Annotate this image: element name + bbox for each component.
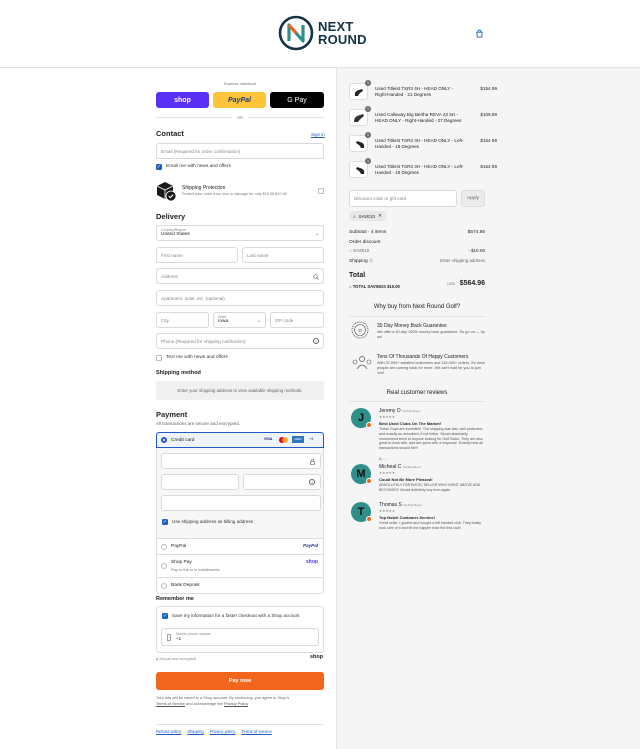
review-title: Top Notch Customer Service! bbox=[379, 515, 435, 520]
privacy-policy-link[interactable]: Privacy policy bbox=[209, 729, 236, 734]
apply-discount-button[interactable]: Apply bbox=[461, 190, 485, 207]
product-price: $154.99 bbox=[480, 86, 497, 91]
credit-card-radio[interactable] bbox=[161, 437, 167, 443]
shop-pay-option[interactable] bbox=[156, 555, 324, 578]
paypal-express-button[interactable]: PayPal bbox=[213, 92, 266, 108]
shipping-protection-desc: Protect your order from loss or damage for only $10.96 $10.96 bbox=[182, 192, 287, 196]
review-title: Could Not Be More Pleased! bbox=[379, 477, 433, 482]
club-head-icon bbox=[350, 84, 369, 101]
info-icon: ⓘ bbox=[369, 258, 374, 263]
chevron-down-icon: ⌄ bbox=[314, 231, 319, 237]
pay-now-button[interactable]: Pay now bbox=[156, 672, 324, 690]
sign-in-link[interactable]: Sign in bbox=[311, 132, 325, 137]
footer-links bbox=[156, 729, 272, 734]
reviewer-name bbox=[379, 408, 421, 414]
club-head-icon bbox=[350, 110, 369, 127]
discount-code-line bbox=[349, 248, 369, 253]
discount-tag bbox=[349, 211, 386, 221]
country-label: Country/Region bbox=[161, 228, 186, 232]
footer-divider bbox=[156, 724, 324, 725]
product-image bbox=[349, 109, 368, 126]
shop-pay-express-button[interactable]: shop bbox=[156, 92, 209, 108]
security-code-input[interactable] bbox=[243, 474, 321, 490]
apartment-input[interactable]: Apartment, suite, etc. (optional) bbox=[156, 290, 324, 306]
why-item-desc: We offer a 30-day 100% money back guarantee. So go on — try us! bbox=[377, 330, 485, 339]
verified-label: Verified Buyer bbox=[403, 503, 422, 507]
brand-line2: ROUND bbox=[318, 32, 367, 47]
verified-badge-icon bbox=[366, 422, 372, 428]
tag-icon: ⌂ bbox=[349, 248, 353, 253]
verified-label: Verified Buyer bbox=[402, 409, 421, 413]
shop-consent-text bbox=[156, 695, 324, 707]
product-image bbox=[349, 135, 368, 152]
shipping-text: Shipping bbox=[349, 259, 368, 264]
review-text: Great seller. I goofed and bought a left handed club. They totally took care of it and let me happier than the first club! bbox=[379, 521, 482, 530]
why-item-desc: With 37,000+ satisfied customers and 110,000+ orders, it's clear people are coming back for more. We can't wait for you to join 'em! bbox=[377, 361, 485, 375]
total-amount: $564.96 bbox=[459, 280, 485, 287]
shop-privacy-link[interactable]: Privacy Policy bbox=[223, 701, 248, 706]
shop-pay-logo: shop bbox=[306, 559, 318, 565]
next-round-logo-icon bbox=[278, 14, 314, 52]
credit-card-label: Credit card bbox=[171, 438, 195, 443]
product-price: $154.99 bbox=[480, 138, 497, 143]
reviewer-avatar: T bbox=[351, 502, 371, 522]
state-select[interactable] bbox=[213, 312, 266, 328]
consent-and: and acknowledge the bbox=[186, 701, 223, 706]
reviewer-name bbox=[379, 464, 421, 470]
billing-same-checkbox[interactable]: ✓ bbox=[162, 519, 168, 525]
consent-end: . bbox=[247, 701, 249, 706]
quantity-badge: 1 bbox=[366, 80, 370, 85]
order-summary bbox=[336, 68, 640, 749]
state-label: State bbox=[218, 315, 227, 319]
why-divider bbox=[349, 316, 485, 317]
subtotal-label: Subtotal · 4 items bbox=[349, 230, 387, 235]
product-name: Used Titleist TSR3 4H - HEAD ONLY - Right-Handed - 21 Degrees bbox=[375, 86, 454, 97]
shopping-bag-icon[interactable] bbox=[475, 29, 484, 38]
reviews-divider bbox=[349, 401, 485, 402]
reviewer-name-text: Jeremy O bbox=[379, 408, 401, 414]
brand-logo[interactable] bbox=[278, 14, 367, 52]
quantity-badge: 1 bbox=[366, 158, 370, 163]
product-image bbox=[349, 83, 368, 100]
product-name: Used Callaway Big Bertha REVA 23 5H - HEAD ONLY - Right-Handed - 27 Degrees bbox=[375, 112, 462, 123]
bank-deposit-option[interactable] bbox=[156, 578, 324, 594]
phone-input[interactable] bbox=[156, 333, 324, 349]
address-input[interactable] bbox=[156, 268, 324, 284]
verified-label: Verified Buyer bbox=[402, 465, 422, 469]
discount-input[interactable]: Discount code or gift card bbox=[349, 190, 457, 207]
divider-right bbox=[248, 117, 324, 118]
more-cards-badge: +4 bbox=[309, 437, 314, 441]
lock-icon bbox=[310, 459, 315, 465]
money-back-badge-icon bbox=[351, 321, 369, 339]
payment-heading: Payment bbox=[156, 410, 188, 419]
shipping-protection-title: Shipping Protection bbox=[182, 185, 226, 191]
shop-terms-link[interactable]: Terms of Service bbox=[156, 701, 185, 706]
remove-discount-icon[interactable]: ✕ bbox=[377, 213, 382, 218]
expiration-input[interactable] bbox=[161, 474, 239, 490]
product-name: Used Titleist TSR3 3H - HEAD ONLY - Left-Handed - 19 Degrees bbox=[375, 138, 464, 149]
tag-icon: ⌂ bbox=[353, 213, 356, 219]
address-placeholder: Address bbox=[161, 273, 178, 279]
review-stars: ★★★★★ bbox=[379, 509, 396, 513]
save-info-checkbox[interactable]: ✓ bbox=[162, 613, 168, 619]
club-head-icon bbox=[350, 162, 369, 179]
phone-placeholder: Phone (Required for shipping notification) bbox=[161, 338, 246, 344]
happy-customers-icon bbox=[351, 354, 373, 372]
save-info-label: Save my information for a faster checkout with a Shop account bbox=[172, 613, 300, 618]
review-stars: ★★★★★ bbox=[379, 471, 396, 475]
review-more: A...... bbox=[379, 457, 388, 461]
google-pay-express-button[interactable]: G Pay bbox=[270, 92, 324, 108]
total-label: Total bbox=[349, 272, 366, 279]
product-price: $109.99 bbox=[480, 112, 497, 117]
remember-me-heading: Remember me bbox=[156, 596, 194, 602]
visa-icon: VISA bbox=[264, 437, 273, 441]
paypal-radio[interactable] bbox=[161, 544, 167, 550]
divider-left bbox=[156, 117, 232, 118]
contact-heading: Contact bbox=[156, 129, 184, 138]
summary-code: SAVE10 bbox=[352, 248, 370, 253]
email-input[interactable]: Email (Required for order confirmation) bbox=[156, 143, 324, 159]
secure-text: Secure and encrypted bbox=[159, 657, 197, 661]
total-value bbox=[445, 272, 485, 290]
city-input[interactable]: City bbox=[156, 312, 209, 328]
shipping-method-notice: Enter your shipping address to view available shipping methods. bbox=[156, 381, 324, 400]
name-on-card-input[interactable] bbox=[161, 495, 321, 511]
reviewer-avatar: M bbox=[351, 464, 371, 484]
country-select[interactable] bbox=[156, 225, 324, 241]
shipping-method-heading: Shipping method bbox=[156, 370, 201, 376]
review-title: Best Used Clubs On The Market! bbox=[379, 421, 442, 426]
mobile-icon bbox=[167, 634, 171, 641]
first-name-input[interactable]: First name bbox=[156, 247, 238, 263]
shipping-value: Enter shipping address bbox=[440, 258, 485, 263]
consent-text: Your info will be saved to a Shop account. By continuing, you agree to Shop's bbox=[156, 695, 290, 700]
zip-input[interactable]: ZIP code bbox=[270, 312, 324, 328]
site-header bbox=[0, 0, 640, 68]
mastercard-icon bbox=[279, 437, 288, 443]
last-name-input[interactable]: Last name bbox=[242, 247, 324, 263]
reviewer-name bbox=[379, 502, 422, 508]
card-details-panel bbox=[156, 448, 324, 539]
shop-pay-radio[interactable] bbox=[161, 563, 167, 569]
text-me-label: Text me with news and offers bbox=[166, 355, 228, 360]
paypal-label: PayPal bbox=[171, 544, 187, 549]
reviewer-avatar: J bbox=[351, 408, 371, 428]
bank-deposit-radio[interactable] bbox=[161, 583, 167, 589]
shop-pay-sub: Pay in full or in installments bbox=[171, 567, 220, 572]
shop-logo: shop bbox=[310, 654, 324, 660]
delivery-heading: Delivery bbox=[156, 212, 186, 221]
brand-name bbox=[318, 20, 367, 46]
shipping-protection-checkbox[interactable] bbox=[318, 188, 324, 194]
shipping-label bbox=[349, 258, 373, 264]
help-icon[interactable]: ? bbox=[314, 339, 318, 344]
mobile-label: Mobile phone number bbox=[176, 632, 211, 636]
order-discount-label: Order discount bbox=[349, 240, 381, 245]
product-price: $154.99 bbox=[480, 164, 497, 169]
reviewer-name-text: Micheal C bbox=[379, 464, 402, 470]
terms-of-service-link[interactable]: Terms of service bbox=[241, 729, 272, 734]
verified-badge-icon bbox=[366, 478, 372, 484]
subtotal-value: $574.96 bbox=[467, 230, 485, 235]
paypal-logo: PayPal bbox=[303, 543, 319, 548]
or-divider: OR bbox=[237, 115, 243, 120]
refund-policy-link[interactable]: Refund policy bbox=[156, 729, 182, 734]
lock-icon: 🔒︎ bbox=[156, 657, 159, 661]
card-number-input[interactable] bbox=[161, 453, 321, 469]
remember-me-box bbox=[156, 606, 324, 653]
savings-label: TOTAL SAVINGS bbox=[352, 284, 386, 289]
review-text: These Guys are incredible. The shipping was fast, well protected, and exactly as described, if not better. Would absolutely recommend them to anyone looking for Golf Clubs. They are also great to work with, and are quick with a response. Exactly how all transactions should be!!! bbox=[379, 427, 483, 451]
discount-amount: - $10.00 bbox=[468, 248, 485, 253]
review-text: ABSOLUTELY FANTASTIC SELLER WHO WENT ABOVE AND BEYOND!!!!! Would definitely buy from again bbox=[379, 483, 481, 492]
secure-note bbox=[156, 657, 196, 661]
news-checkbox[interactable]: ✓ bbox=[156, 164, 162, 170]
discount-code: SAVE10 bbox=[358, 213, 375, 219]
tag-icon: ⌂ bbox=[349, 284, 353, 289]
review-stars: ★★★★★ bbox=[379, 415, 396, 419]
brand-line1: NEXT bbox=[318, 19, 354, 34]
text-me-checkbox[interactable] bbox=[156, 355, 162, 361]
checkout-form bbox=[0, 68, 336, 749]
svg-text:30: 30 bbox=[357, 327, 363, 333]
shipping-link[interactable]: Shipping bbox=[187, 729, 204, 734]
quantity-badge: 1 bbox=[366, 132, 370, 137]
why-buy-title: Why buy from Next Round Golf? bbox=[373, 304, 461, 310]
bank-deposit-label: Bank Deposit bbox=[171, 583, 200, 588]
billing-same-label: Use shipping address as billing address bbox=[172, 519, 253, 524]
credit-card-option[interactable] bbox=[156, 432, 324, 448]
mobile-phone-input[interactable] bbox=[161, 628, 319, 646]
mobile-value: +1 bbox=[176, 636, 182, 641]
total-savings bbox=[349, 284, 400, 289]
paypal-option[interactable] bbox=[156, 539, 324, 555]
express-checkout-label: Express checkout bbox=[224, 81, 256, 86]
currency-code: USD bbox=[447, 282, 456, 286]
why-item-title: 30 Day Money Back Guarantee bbox=[377, 323, 447, 329]
state-value: Iowa bbox=[218, 319, 229, 324]
amex-icon: AMEX bbox=[292, 436, 304, 443]
why-item-title: Tens Of Thousands Of Happy Customers bbox=[377, 354, 469, 360]
package-protection-icon bbox=[155, 180, 177, 202]
product-image bbox=[349, 161, 368, 178]
shop-pay-label: Shop Pay bbox=[171, 560, 192, 565]
product-name: Used Titleist TSR3 3H - HEAD ONLY - Left-Handed - 19 Degrees bbox=[375, 164, 464, 175]
chevron-down-icon: ⌄ bbox=[256, 318, 261, 324]
reviews-title: Real customer reviews bbox=[386, 390, 448, 396]
club-head-icon bbox=[350, 136, 369, 153]
news-label: Email me with news and offers bbox=[166, 164, 231, 169]
country-value: United States bbox=[161, 232, 190, 237]
reviewer-name-text: Thomas S bbox=[379, 502, 402, 508]
quantity-badge: 1 bbox=[366, 106, 370, 111]
savings-value: $10.00 bbox=[387, 284, 400, 289]
payment-subtitle: All transactions are secure and encrypted. bbox=[156, 421, 241, 426]
help-icon[interactable]: ? bbox=[310, 480, 314, 485]
verified-badge-icon bbox=[366, 516, 372, 522]
search-icon bbox=[313, 274, 319, 280]
